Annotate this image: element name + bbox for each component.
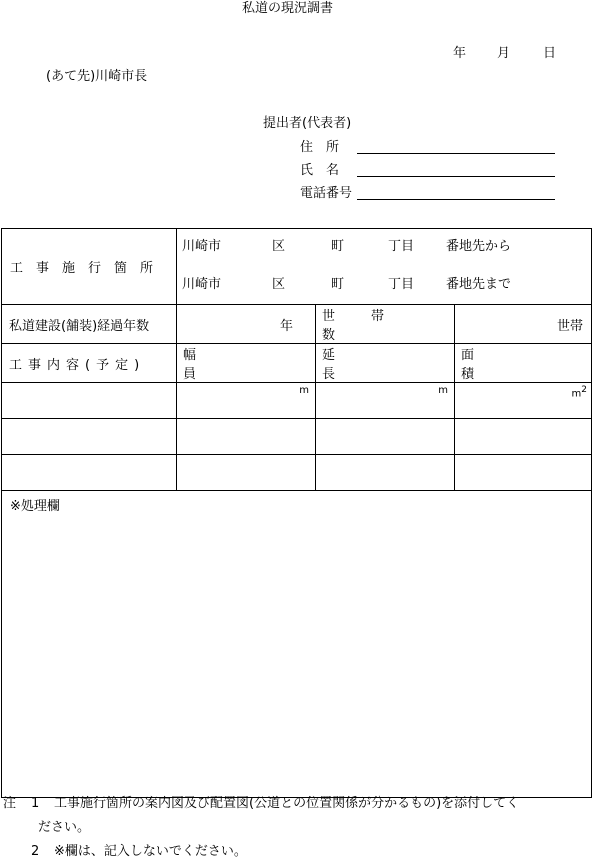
area-value-cell[interactable] <box>455 383 592 419</box>
date-year-label: 年 <box>453 46 467 61</box>
from-city: 川崎市 <box>182 239 222 254</box>
from-chome: 丁目 <box>388 239 415 254</box>
width-value-cell[interactable] <box>177 383 316 419</box>
area-label-cell <box>455 344 592 383</box>
location-label <box>2 257 176 276</box>
area-unit-text: m <box>571 388 582 400</box>
data-row-3-c2[interactable] <box>177 455 316 491</box>
work-label: 工事内容(予定) <box>9 357 146 373</box>
width-unit: m <box>299 385 309 396</box>
name-field[interactable] <box>357 176 555 177</box>
data-row-3-c1[interactable] <box>2 455 177 491</box>
from-cho: 町 <box>331 239 345 254</box>
name-label: 氏 名 <box>300 163 340 178</box>
location-label-cell <box>2 229 177 305</box>
processing-cell <box>2 491 592 798</box>
area-unit-sup: 2 <box>581 385 588 395</box>
data-row-2-c1[interactable] <box>2 419 177 455</box>
years-row <box>2 305 592 344</box>
phone-field[interactable] <box>357 199 555 200</box>
note-1-text: 工事施行箇所の案内図及び配置図(公道との位置関係が分かるもの)を添付してく <box>54 796 520 811</box>
data-row-2-c3[interactable] <box>316 419 455 455</box>
address-field[interactable] <box>357 153 555 154</box>
submitter-heading: 提出者(代表者) <box>263 116 352 131</box>
households-label-cell <box>316 305 455 344</box>
area-label: 面積 <box>461 348 555 382</box>
from-ku: 区 <box>272 239 286 254</box>
data-row-2-c2[interactable] <box>177 419 316 455</box>
households-label <box>316 305 454 343</box>
years-unit: 年 <box>279 318 293 334</box>
processing-row <box>2 491 592 798</box>
years-label: 私道建設(舗装)経過年数 <box>9 318 150 334</box>
data-row-1-label[interactable] <box>2 383 177 419</box>
date-month-label: 月 <box>497 46 511 61</box>
work-label-cell <box>2 344 177 383</box>
addressee: (あて先)川崎市長 <box>46 69 148 84</box>
note-2-text: ※欄は、記入しないでください。 <box>54 844 247 859</box>
to-banchi: 番地先まで <box>446 277 512 292</box>
to-cho: 町 <box>331 277 345 292</box>
location-label-text: 工事施行箇所 <box>10 261 167 276</box>
data-row-1 <box>2 383 592 419</box>
date-day-label: 日 <box>543 46 557 61</box>
document-title: 私道の現況調書 <box>242 1 334 16</box>
location-row <box>2 229 592 305</box>
length-unit: m <box>438 385 448 396</box>
note-2-number: 2 <box>31 844 40 859</box>
data-row-3-c3[interactable] <box>316 455 455 491</box>
to-city: 川崎市 <box>182 277 222 292</box>
years-value-cell[interactable] <box>177 305 316 344</box>
length-label-cell <box>316 344 455 383</box>
data-row-3 <box>2 455 592 491</box>
data-row-2 <box>2 419 592 455</box>
note-1-number: 1 <box>31 796 40 811</box>
processing-label: ※処理欄 <box>10 499 60 514</box>
data-row-2-c4[interactable] <box>455 419 592 455</box>
location-value-cell[interactable] <box>177 229 592 305</box>
width-label: 幅員 <box>183 348 277 382</box>
length-value-cell[interactable] <box>316 383 455 419</box>
households-unit: 世帯 <box>557 318 584 334</box>
from-banchi: 番地先から <box>446 239 512 254</box>
notes-prefix: 注 <box>3 796 17 811</box>
to-chome: 丁目 <box>388 277 415 292</box>
work-row <box>2 344 592 383</box>
to-ku: 区 <box>272 277 286 292</box>
households-value-cell[interactable] <box>455 305 592 344</box>
households-label-text: 世帯数 <box>322 309 421 343</box>
area-unit <box>455 383 591 399</box>
width-label-cell <box>177 344 316 383</box>
phone-label: 電話番号 <box>300 186 353 201</box>
data-row-3-c4[interactable] <box>455 455 592 491</box>
years-label-cell <box>2 305 177 344</box>
note-1-continuation: ださい。 <box>38 820 91 835</box>
length-label: 延長 <box>322 348 416 382</box>
address-label: 住 所 <box>300 140 340 155</box>
survey-table <box>1 228 592 798</box>
